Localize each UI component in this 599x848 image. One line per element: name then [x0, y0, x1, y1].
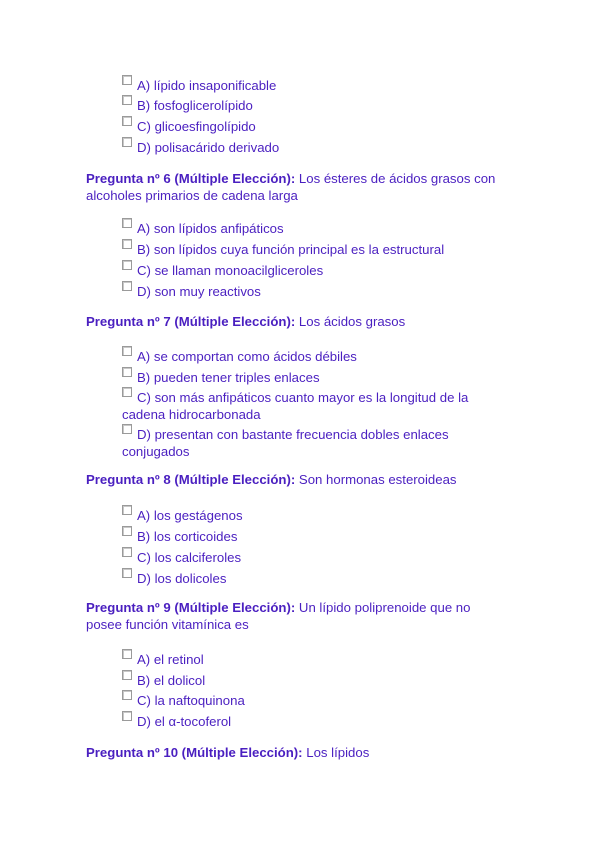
option-label: D) los dolicoles [137, 571, 227, 586]
option-label: B) el dolicol [137, 673, 206, 688]
q6-option-a[interactable] [122, 220, 522, 237]
q7-option-c[interactable] [122, 389, 502, 423]
q9-option-a[interactable] [122, 651, 522, 668]
q7-option-b[interactable] [122, 369, 522, 386]
option-label: C) son más anfipáticos cuanto mayor es la longitud de la cadena hidrocarbonada [122, 390, 469, 422]
question-10-heading [86, 744, 526, 761]
question-label: Pregunta nº 7 (Múltiple Elección): [86, 314, 296, 329]
q9-option-d[interactable] [122, 713, 522, 730]
option-label: D) son muy reactivos [137, 284, 261, 299]
q6-option-c[interactable] [122, 262, 522, 279]
q8-option-c[interactable] [122, 549, 522, 566]
q6-option-d[interactable] [122, 283, 522, 300]
question-text: Son hormonas esteroideas [295, 472, 457, 487]
question-label: Pregunta nº 10 (Múltiple Elección): [86, 745, 303, 760]
checkbox-icon[interactable] [122, 75, 132, 85]
option-label: C) se llaman monoacilgliceroles [137, 263, 324, 278]
checkbox-icon[interactable] [122, 239, 132, 249]
option-label: A) son lípidos anfipáticos [137, 221, 284, 236]
option-label: A) se comportan como ácidos débiles [137, 349, 357, 364]
option-label: A) lípido insaponificable [137, 78, 277, 93]
q8-option-a[interactable] [122, 507, 522, 524]
q7-option-d[interactable] [122, 426, 502, 460]
q9-option-b[interactable] [122, 672, 522, 689]
option-label: B) los corticoides [137, 529, 238, 544]
checkbox-icon[interactable] [122, 670, 132, 680]
checkbox-icon[interactable] [122, 95, 132, 105]
checkbox-icon[interactable] [122, 281, 132, 291]
checkbox-icon[interactable] [122, 387, 132, 397]
checkbox-icon[interactable] [122, 649, 132, 659]
checkbox-icon[interactable] [122, 424, 132, 434]
q5-option-b[interactable] [122, 97, 522, 114]
option-label: C) los calciferoles [137, 550, 242, 565]
checkbox-icon[interactable] [122, 116, 132, 126]
option-label: C) glicoesfingolípido [137, 119, 256, 134]
checkbox-icon[interactable] [122, 346, 132, 356]
option-label: A) el retinol [137, 652, 204, 667]
question-label: Pregunta nº 9 (Múltiple Elección): [86, 600, 296, 615]
question-8-heading [86, 471, 526, 488]
option-label: B) pueden tener triples enlaces [137, 370, 320, 385]
q7-option-a[interactable] [122, 348, 522, 365]
q5-option-a[interactable] [122, 77, 522, 94]
option-label: A) los gestágenos [137, 508, 243, 523]
checkbox-icon[interactable] [122, 690, 132, 700]
q6-option-b[interactable] [122, 241, 522, 258]
question-6-heading [86, 170, 526, 204]
q5-option-d[interactable] [122, 139, 522, 156]
checkbox-icon[interactable] [122, 711, 132, 721]
question-7-heading [86, 313, 526, 330]
q9-option-c[interactable] [122, 692, 522, 709]
question-label: Pregunta nº 6 (Múltiple Elección): [86, 171, 296, 186]
question-text: Los ácidos grasos [295, 314, 406, 329]
checkbox-icon[interactable] [122, 526, 132, 536]
question-text: Los ésteres de ácidos grasos con alcoholes primarios de cadena larga [86, 171, 496, 203]
option-label: D) polisacárido derivado [137, 140, 280, 155]
checkbox-icon[interactable] [122, 505, 132, 515]
checkbox-icon[interactable] [122, 137, 132, 147]
checkbox-icon[interactable] [122, 367, 132, 377]
checkbox-icon[interactable] [122, 260, 132, 270]
question-label: Pregunta nº 8 (Múltiple Elección): [86, 472, 296, 487]
option-label: C) la naftoquinona [137, 693, 245, 708]
option-label: B) son lípidos cuya función principal es la estructural [137, 242, 445, 257]
checkbox-icon[interactable] [122, 547, 132, 557]
question-9-heading [86, 599, 506, 633]
q5-option-c[interactable] [122, 118, 522, 135]
question-text: Un lípido poliprenoide que no posee función vitamínica es [86, 600, 471, 632]
option-label: D) presentan con bastante frecuencia dobles enlaces conjugados [122, 427, 449, 459]
q8-option-d[interactable] [122, 570, 522, 587]
checkbox-icon[interactable] [122, 218, 132, 228]
q8-option-b[interactable] [122, 528, 522, 545]
option-label: B) fosfoglicerolípido [137, 98, 253, 113]
checkbox-icon[interactable] [122, 568, 132, 578]
question-text: Los lípidos [302, 745, 370, 760]
option-label: D) el α-tocoferol [137, 714, 232, 729]
